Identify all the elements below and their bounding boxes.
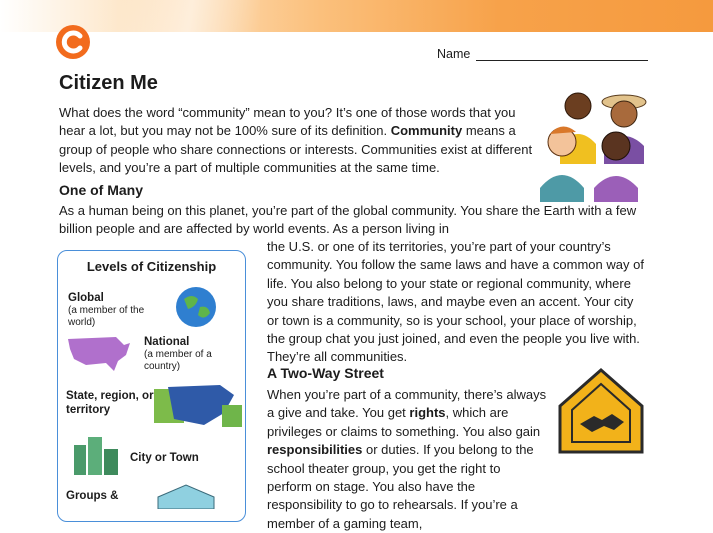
one-of-many-paragraph: As a human being on this planet, you’re part of the global community. You share the Earth with a few billion people and are affected by world events. As a person living in: [59, 203, 637, 237]
level-state: State, region, or territory: [66, 390, 154, 416]
rights-term: rights: [409, 405, 446, 421]
school-building-icon: [156, 483, 216, 509]
levels-box-title: Levels of Citizenship: [86, 259, 217, 274]
page-title: Citizen Me: [59, 72, 158, 94]
people-illustration: [538, 84, 660, 202]
level-city: City or Town: [130, 452, 199, 464]
state-map-icon: [154, 383, 242, 431]
levels-of-citizenship-box: [57, 250, 246, 522]
name-field-line[interactable]: [476, 60, 648, 61]
name-label: Name: [437, 47, 471, 61]
brand-logo-icon: [55, 24, 91, 60]
globe-icon: [174, 285, 218, 329]
intro-paragraph: What does the word “community” mean to you? It’s one of those words that you hear a lot, but you may not be 100% sure of its definition. Community means a group of people who share connections or interests. Communities exist at different levels, and you’re a part of multiple communities at the same time.: [59, 105, 533, 176]
two-way-street-paragraph: When you’re part of a community, there’s always a give and take. You get rights, which are privileges or claims to something. You also gain responsibilities or duties. If you belong to the school theater group, you get the right to perform on stage. You also have the responsibility to go to rehearsals. If you’re a member of a gaming team,: [267, 387, 547, 531]
level-global: Global (a member of the world): [68, 292, 145, 328]
header-banner: [0, 0, 713, 32]
level-national: National (a member of a country): [144, 336, 212, 372]
city-buildings-icon: [72, 433, 122, 475]
level-groups: Groups &: [66, 490, 119, 502]
one-of-many-paragraph-cont: the U.S. or one of its territories, you’re part of your country’s community. You follow the same laws and have a common way of life. You also belong to your state or regional community, where you share traditions, laws, and maybe even an accent. Your city or town is a community, so is your school, your place of worship, the group chat you just joined, and even the people you live with. They’re all communities.: [267, 239, 644, 365]
responsibilities-term: responsibilities: [267, 442, 363, 458]
section-heading-one-of-many: One of Many: [59, 182, 144, 198]
community-term: Community: [390, 123, 463, 139]
handshake-house-icon: [556, 366, 646, 456]
usa-map-icon: [66, 331, 132, 375]
section-heading-two-way-street: A Two-Way Street: [267, 365, 384, 381]
